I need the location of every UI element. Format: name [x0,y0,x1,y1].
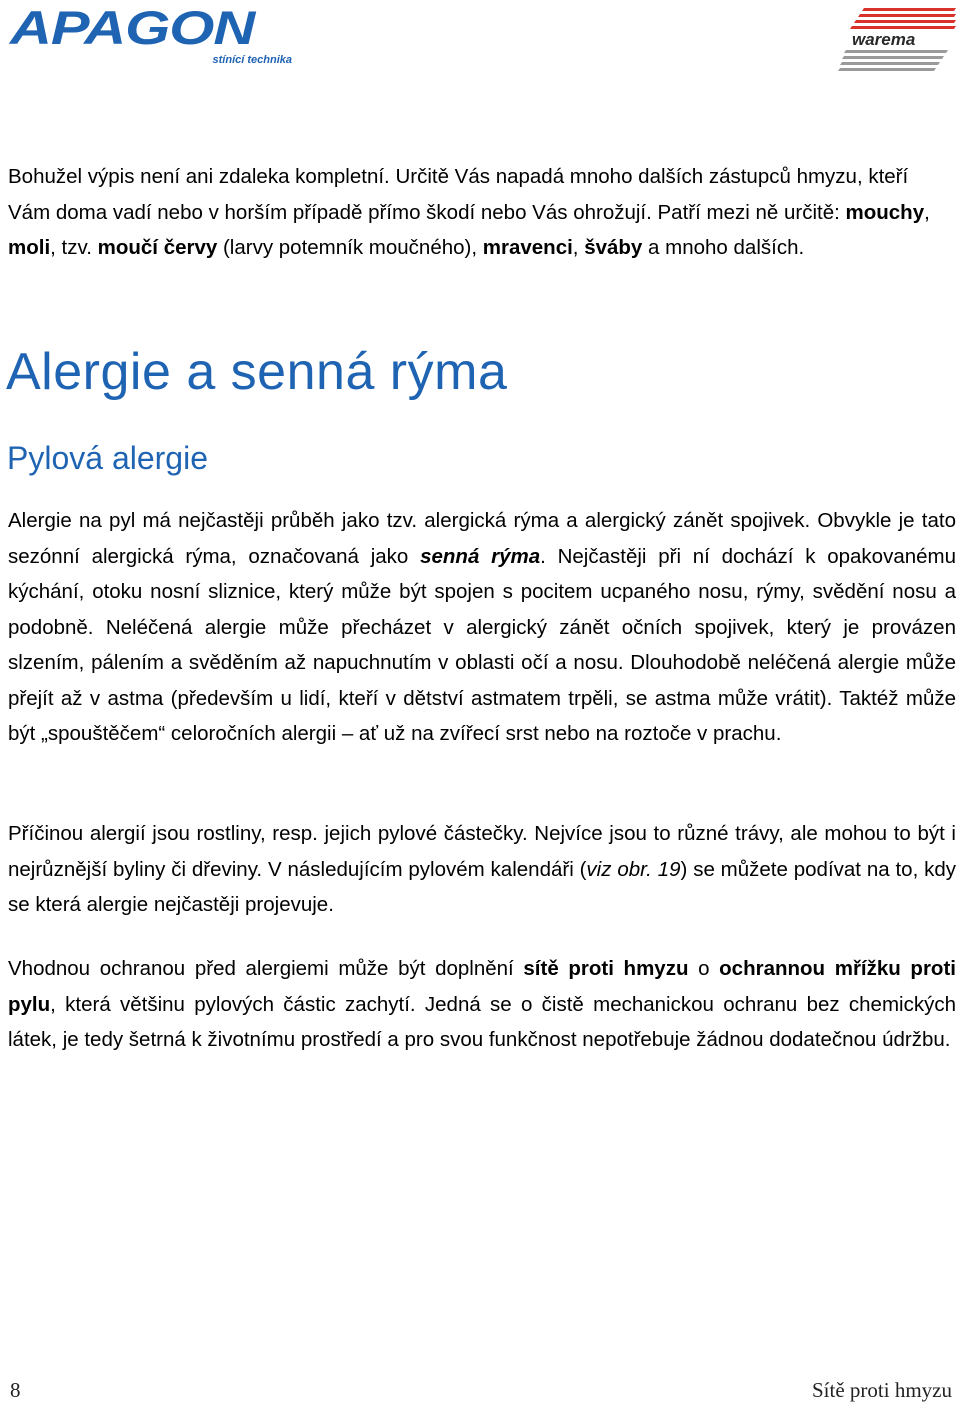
intro-run: Bohužel výpis není ani zdaleka kompletní. Určitě Vás napadá mnoho dalších zástupců hmyzu, kteří Vám doma vadí nebo v horším případě přímo škodí nebo Vás ohrožují. Patří mezi ně určitě: [8,165,909,224]
footer-title: Sítě proti hmyzu [812,1378,952,1402]
section-heading: Alergie a senná rýma [6,343,508,401]
intro-run: moli [8,236,51,259]
warema-logo [838,4,958,76]
intro-run: mouchy [845,200,925,224]
para3-run: Vhodnou ochranou před alergiemi může být doplnění [8,957,524,980]
para1-run: senná rýma [420,544,541,568]
intro-paragraph [8,159,956,266]
para2-run: Příčinou alergií jsou rostliny, resp. jejich pylové částečky. Nejvíce jsou to různé trávy, ale mohou to být i nejrůznější byliny či dřeviny. V následujícím pylovém kalendáři ( [8,822,956,881]
pollen-allergy-paragraph [8,503,956,752]
intro-run: (larvy potemník moučného), [217,236,483,259]
intro-run: šváby [584,236,643,259]
para3-run: o [688,957,720,980]
protection-paragraph [8,951,956,1058]
apagon-logo [10,1,300,70]
warema-logo-text: warema [852,30,916,49]
apagon-logo-text: APAGON [10,1,255,55]
section-subheading: Pylová alergie [7,440,208,476]
para3-run: , která většinu pylových částic zachytí. Jedná se o čistě mechanickou ochranu bez chemických látek, je tedy šetrná k životnímu prostředí a pro svou funkčnost nepotřebuje žádnou dodatečnou údržbu. [8,992,956,1051]
para1-run: Alergie na pyl má nejčastěji průběh jako tzv. alergická rýma a alergický zánět spojivek. Obvykle je tato sezónní alergická rýma, označovaná jako [8,509,956,568]
allergy-causes-paragraph [8,816,956,923]
para2-run: viz obr. 19 [586,857,681,881]
para2-run: ) se můžete podívat na to, kdy se která alergie nejčastěji projevuje. [8,857,956,916]
intro-run: moučí červy [97,236,218,259]
intro-run: , [924,200,930,224]
intro-run: , [572,236,585,259]
para1-run: . Nejčastěji při ní dochází k opakovanému kýchání, otoku nosní sliznice, který může být spojen s pocitem ucpaného nosu, rýmy, svědění nosu a podobně. Neléčená alergie může přecházet v alergický zánět očních spojivek, který je provázen slzením, pálením a svěděním až napuchnutím v oblasti očí a nosu. Dlouhodobě neléčená alergie může přejít až v astma (především u lidí, kteří v dětství astmatem trpěli, se astma může vrátit). Taktéž může být „spouštěčem“ celoročních alergii – ať už na zvířecí srst nebo na roztoče v prachu. [8,544,957,745]
intro-run: , tzv. [50,236,98,259]
para3-run: ochrannou mřížku proti pylu [8,957,956,1016]
intro-run: mravenci [482,236,573,259]
para3-run: sítě proti hmyzu [523,957,689,980]
page-number: 8 [10,1378,21,1402]
intro-run: a mnoho dalších. [642,236,805,259]
apagon-logo-tagline: stínící technika [212,54,292,66]
